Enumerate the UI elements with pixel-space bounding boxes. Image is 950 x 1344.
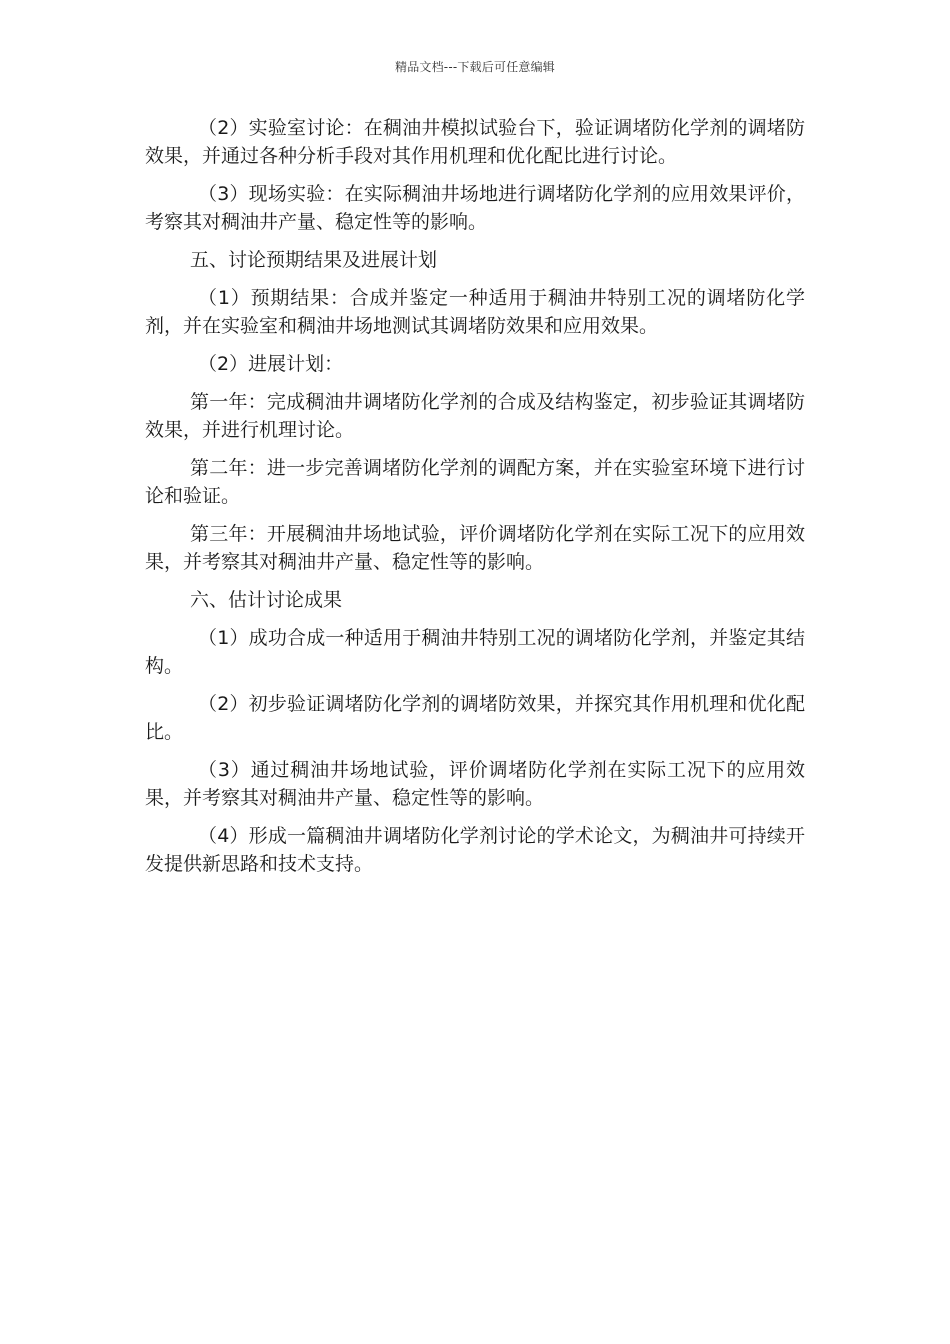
paragraph-outcome-4: （4）形成一篇稠油井调堵防化学剂讨论的学术论文，为稠油井可持续开发提供新思路和技术支持。 xyxy=(145,825,805,875)
paragraph-progress-plan: （2）进展计划： xyxy=(198,353,344,375)
paragraph-year-two: 第二年：进一步完善调堵防化学剂的调配方案，并在实验室环境下进行讨论和验证。 xyxy=(145,457,805,507)
section-heading-expected-results: 五、讨论预期结果及进展计划 xyxy=(190,249,438,271)
paragraph-outcome-2: （2）初步验证调堵防化学剂的调堵防效果，并探究其作用机理和优化配比。 xyxy=(145,693,805,743)
paragraph-expected-results: （1）预期结果：合成并鉴定一种适用于稠油井特别工况的调堵防化学剂，并在实验室和稠油井场地测试其调堵防效果和应用效果。 xyxy=(145,287,805,337)
paragraph-year-three: 第三年：开展稠油井场地试验，评价调堵防化学剂在实际工况下的应用效果，并考察其对稠油井产量、稳定性等的影响。 xyxy=(145,523,805,573)
paragraph-year-one: 第一年：完成稠油井调堵防化学剂的合成及结构鉴定，初步验证其调堵防效果，并进行机理讨论。 xyxy=(145,391,805,441)
page-header: 精品文档---下载后可任意编辑 xyxy=(395,60,555,74)
document-body xyxy=(145,114,805,888)
paragraph-outcome-1: （1）成功合成一种适用于稠油井特别工况的调堵防化学剂，并鉴定其结构。 xyxy=(145,627,805,677)
section-heading-estimated-outcomes: 六、估计讨论成果 xyxy=(190,589,343,611)
paragraph-field-experiment: （3）现场实验：在实际稠油井场地进行调堵防化学剂的应用效果评价，考察其对稠油井产量、稳定性等的影响。 xyxy=(145,183,805,233)
paragraph-outcome-3: （3）通过稠油井场地试验，评价调堵防化学剂在实际工况下的应用效果，并考察其对稠油井产量、稳定性等的影响。 xyxy=(145,759,805,809)
paragraph-lab-discussion: （2）实验室讨论：在稠油井模拟试验台下，验证调堵防化学剂的调堵防效果，并通过各种分析手段对其作用机理和优化配比进行讨论。 xyxy=(145,117,805,167)
